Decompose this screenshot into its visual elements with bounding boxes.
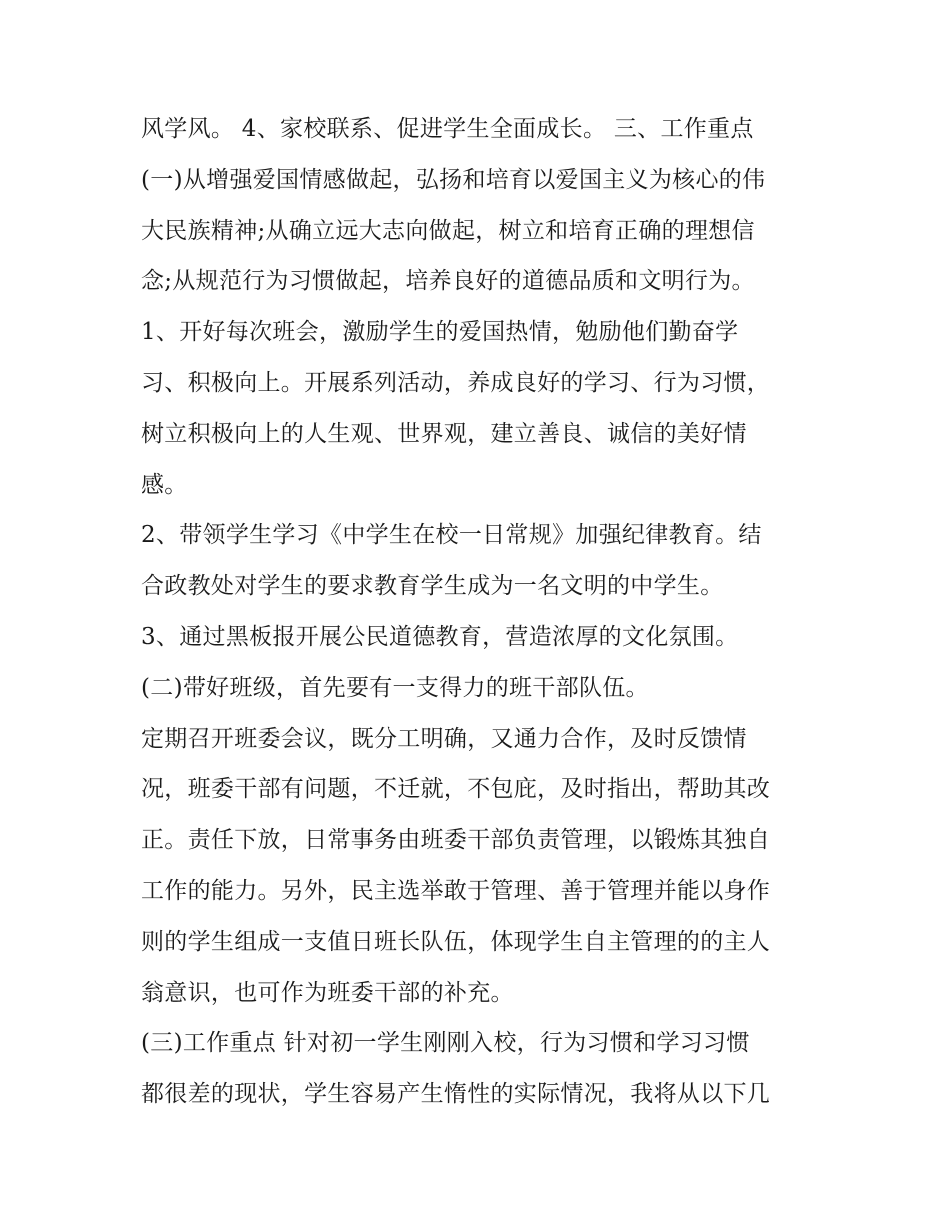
text-line: (三)工作重点 针对初一学生刚刚入校，行为习惯和学习习惯 [141, 1030, 750, 1057]
document-body [141, 104, 821, 1120]
text-line: 定期召开班委会议，既分工明确，又通力合作，及时反馈情 [141, 725, 747, 752]
text-line: 树立积极向上的人生观、世界观，建立善良、诚信的美好情 [141, 420, 747, 447]
text-line: 感。 [141, 471, 188, 498]
text-line: 习、积极向上。开展系列活动，养成良好的学习、行为习惯， [141, 369, 771, 396]
text-line: 风学风。 4、家校联系、促进学生全面成长。 三、工作重点 [141, 116, 754, 142]
text-line: 工作的能力。另外，民主选举敢于管理、善于管理并能以身作 [141, 877, 771, 904]
text-line: 翁意识，也可作为班委干部的补充。 [141, 979, 514, 1006]
text-line: 2、带领学生学习《中学生在校一日常规》加强纪律教育。结 [141, 522, 762, 549]
text-line: 大民族精神;从确立远大志向做起，树立和培育正确的理想信 [141, 217, 755, 244]
text-line: (一)从增强爱国情感做起，弘扬和培育以爱国主义为核心的伟 [141, 166, 766, 193]
text-line: 1、开好每次班会，激励学生的爱国热情，勉励他们勤奋学 [141, 319, 739, 346]
text-line: 合政教处对学生的要求教育学生成为一名文明的中学生。 [141, 573, 724, 600]
text-line: 正。责任下放，日常事务由班委干部负责管理，以锻炼其独自 [141, 827, 771, 854]
text-line: (二)带好班级，首先要有一支得力的班干部队伍。 [141, 674, 649, 701]
text-line: 况，班委干部有问题，不迁就，不包庇，及时指出，帮助其改 [141, 776, 771, 803]
text-line: 念;从规范行为习惯做起，培养良好的道德品质和文明行为。 [141, 268, 755, 295]
text-line: 3、通过黑板报开展公民道德教育，营造浓厚的文化氛围。 [141, 623, 739, 650]
text-line: 都很差的现状，学生容易产生惰性的实际情况，我将从以下几 [141, 1081, 771, 1108]
text-line: 则的学生组成一支值日班长队伍，体现学生自主管理的的主人 [141, 928, 771, 955]
